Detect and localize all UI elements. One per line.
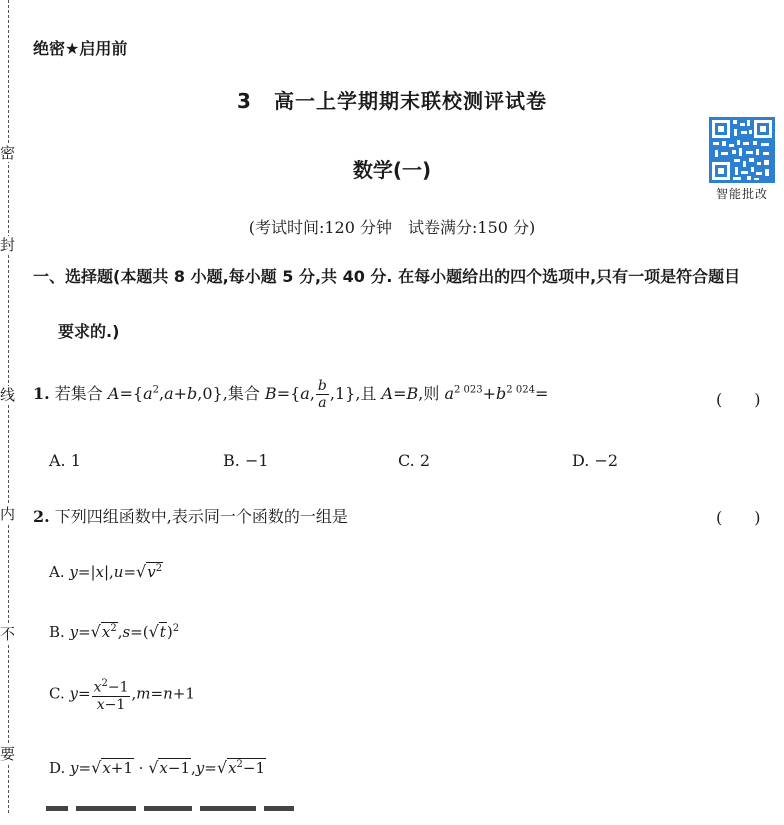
option-label: C. xyxy=(49,684,65,703)
paper-title xyxy=(0,85,784,114)
option-b[interactable]: B. $y=√x^2,s=(√t)^2$ xyxy=(49,622,180,641)
option-a[interactable]: A. $y=|x|,u=√v^2$ xyxy=(49,562,163,581)
question-1: 1. 若集合 $A=\{a^2,a+b,0\}$,集合 B={a, $\frac{b}{a}$ ,1},且 A=B,则 $a^{2 023}+b^{2 024}=$ xyxy=(33,378,549,411)
binding-char: 线 xyxy=(0,386,16,404)
cutoff-text-fragment xyxy=(46,806,326,816)
option-value: 1 xyxy=(70,451,81,470)
option-label: B. xyxy=(49,623,65,641)
binding-line xyxy=(8,0,9,813)
option-label: A. xyxy=(49,451,66,470)
section-heading: 一、选择题(本题共 8 小题,每小题 5 分,共 40 分. 在每小题给出的四个选项中,只有一项是符合题目 xyxy=(33,267,741,286)
section-heading-continued: 要求的.) xyxy=(58,322,120,341)
option-value: −2 xyxy=(594,451,619,470)
option-value: −1 xyxy=(244,451,269,470)
option-d[interactable] xyxy=(572,451,618,470)
exam-info: (考试时间:120 分钟 试卷满分:150 分) xyxy=(248,218,536,237)
fraction: $\frac{b}{a}$ xyxy=(317,378,327,411)
question-2 xyxy=(33,504,348,527)
option-c[interactable] xyxy=(398,451,430,470)
binding-char: 封 xyxy=(0,236,16,254)
question-number: 1. xyxy=(33,384,50,403)
option-label: D. xyxy=(49,759,66,777)
option-label: C. xyxy=(398,451,415,470)
binding-char: 要 xyxy=(0,745,16,763)
paper-title-text: 高一上学期期末联校测评试卷 xyxy=(273,89,547,113)
question-text: 下列四组函数中,表示同一个函数的一组是 xyxy=(54,507,348,526)
paper-number: 3 xyxy=(237,89,252,113)
qr-code-icon[interactable] xyxy=(709,117,775,183)
fraction: $\frac{x^2-1}{x-1}$ xyxy=(93,678,129,713)
answer-blank[interactable]: ( ) xyxy=(716,390,761,409)
answer-blank[interactable]: ( ) xyxy=(716,508,761,527)
question-text: 若集合 xyxy=(54,384,103,403)
question-number: 2. xyxy=(33,507,50,526)
option-c[interactable]: C. y= $\frac{x^2-1}{x-1}$ ,m=n+1 xyxy=(49,678,195,713)
option-a[interactable] xyxy=(49,451,81,470)
binding-char: 密 xyxy=(0,144,16,162)
qr-caption: 智能批改 xyxy=(715,187,768,201)
option-value: 2 xyxy=(419,451,431,470)
question-text: ,集合 xyxy=(222,384,260,403)
binding-char: 内 xyxy=(0,505,16,523)
binding-char: 不 xyxy=(0,625,16,643)
option-b[interactable] xyxy=(223,451,269,470)
question-text: ,且 xyxy=(355,384,377,403)
option-d[interactable]: D. $y=√x+1 \cdot √x-1,y=√x^2-1$ xyxy=(49,758,266,777)
option-label: A. xyxy=(49,563,65,581)
question-text: ,则 xyxy=(418,384,440,403)
option-label: B. xyxy=(223,451,240,470)
subject-title: 数学(一) xyxy=(352,158,432,182)
option-label: D. xyxy=(572,451,590,470)
confidential-label: 绝密★启用前 xyxy=(33,39,128,58)
